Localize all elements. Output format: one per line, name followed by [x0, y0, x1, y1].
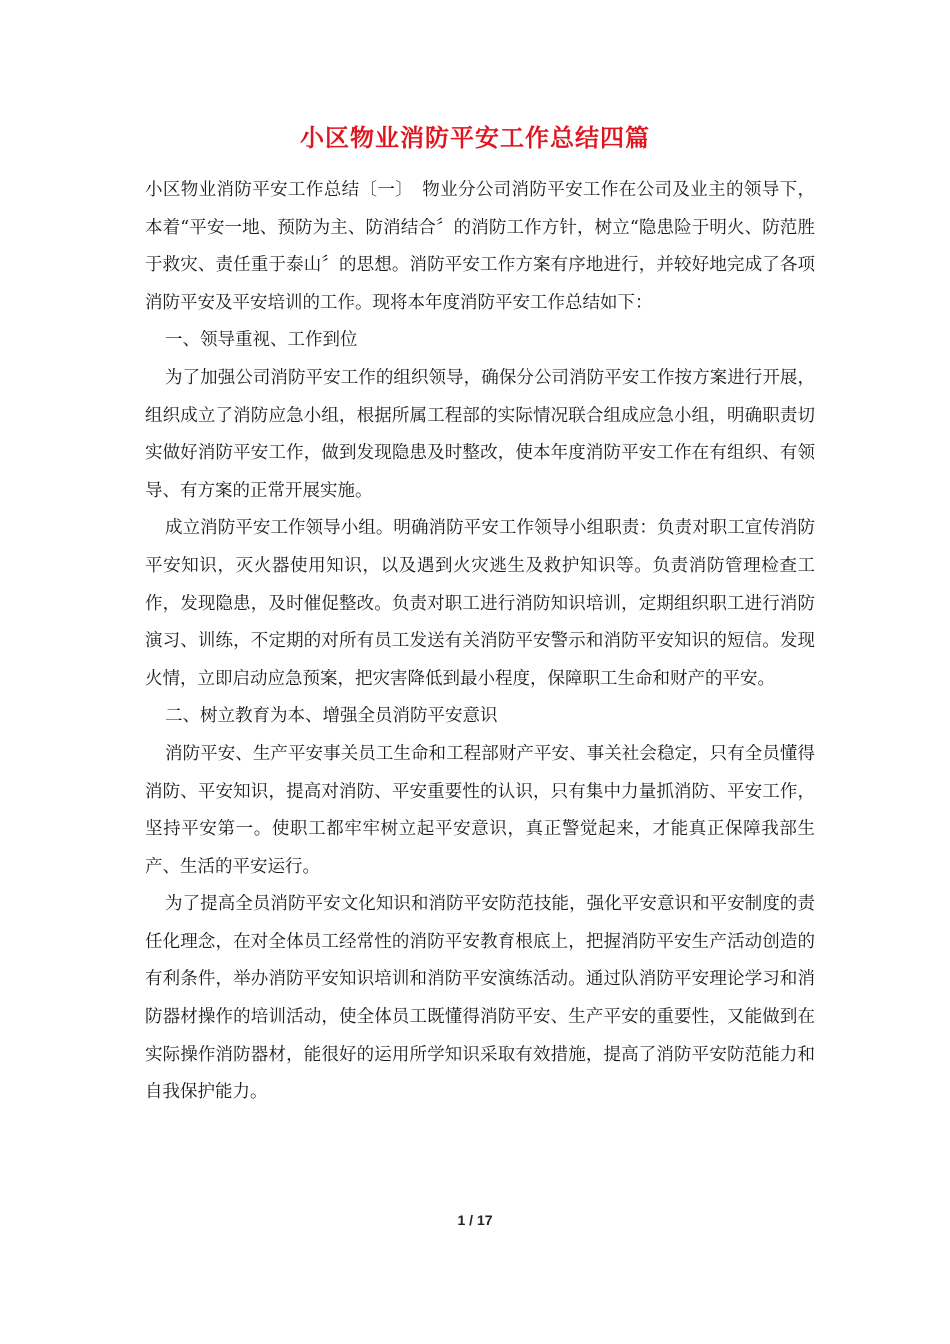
- section-heading-1: 一、领导重视、工作到位: [165, 330, 358, 351]
- paragraph: 为了提高全员消防平安文化知识和消防平安防范技能，强化平安意识和平安制度的责任化理念，在对全体员工经常性的消防平安教育根底上，把握消防平安生产活动创造的有利条件，举办消防平安知识培训和消防平安演练活动。通过队消防平安理论学习和消防器材操作的培训活动，使全体员工既懂得消防平安、生产平安的重要性，又能做到在实际操作消防器材，能很好的运用所学知识采取有效措施，提高了消防平安防范能力和自我保护能力。: [145, 894, 815, 1103]
- paragraph-intro: 小区物业消防平安工作总结〔一〕 物业分公司消防平安工作在公司及业主的领导下，本着“平安一地、预防为主、防消结合〞的消防工作方针，树立“隐患险于明火、防范胜于救灾、责任重于泰山〞的思想。消防平安工作方案有序地进行，并较好地完成了各项消防平安及平安培训的工作。现将本年度消防平安工作总结如下：: [145, 180, 815, 313]
- paragraph: 成立消防平安工作领导小组。明确消防平安工作领导小组职责：负责对职工宣传消防平安知识，灭火器使用知识，以及遇到火灾逃生及救护知识等。负责消防管理检查工作，发现隐患，及时催促整改。负责对职工进行消防知识培训，定期组织职工进行消防演习、训练，不定期的对所有员工发送有关消防平安警示和消防平安知识的短信。发现火情，立即启动应急预案，把灾害降低到最小程度，保障职工生命和财产的平安。: [145, 518, 815, 689]
- paragraph: 为了加强公司消防平安工作的组织领导，确保分公司消防平安工作按方案进行开展，组织成立了消防应急小组，根据所属工程部的实际情况联合组成应急小组，明确职责切实做好消防平安工作，做到发现隐患及时整改，使本年度消防平安工作在有组织、有领导、有方案的正常开展实施。: [145, 367, 815, 501]
- page-number: 1 / 17: [457, 1212, 493, 1228]
- paragraph: 消防平安、生产平安事关员工生命和工程部财产平安、事关社会稳定，只有全员懂得消防、平安知识，提高对消防、平安重要性的认识，只有集中力量抓消防、平安工作，坚持平安第一。使职工都牢牢树立起平安意识，真正警觉起来，才能真正保障我部生产、生活的平安运行。: [145, 743, 815, 877]
- document-title: 小区物业消防平安工作总结四篇: [300, 123, 650, 152]
- section-heading-2: 二、树立教育为本、增强全员消防平安意识: [165, 706, 498, 727]
- document-body: [145, 172, 815, 1112]
